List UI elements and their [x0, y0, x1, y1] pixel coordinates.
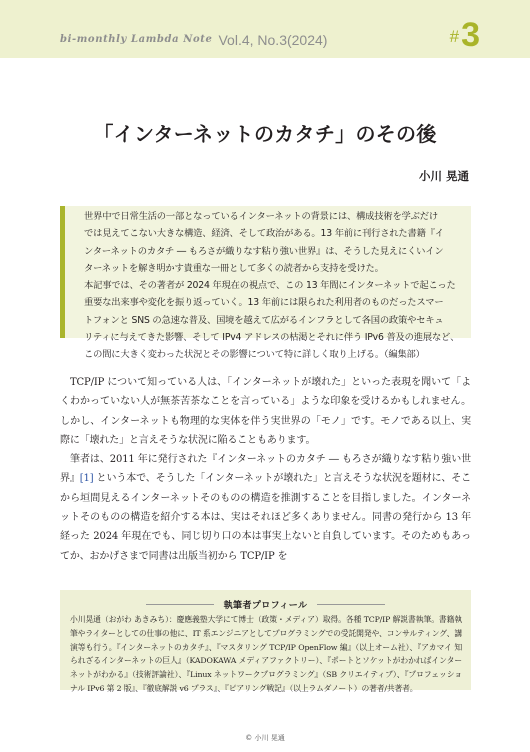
lead-line: では見えてこない大きな構造、経済、そして政治がある。13 年前に刊行された書籍『イ [84, 228, 444, 240]
lead-line: リティに与えてきた影響、そして IPv4 アドレスの枯渇とそれに伴う IPv6 普及の進展など、 [84, 332, 460, 344]
author-profile-heading: 執筆者プロフィール [223, 600, 308, 611]
lead-accent-bar [60, 206, 65, 338]
body-line: 強い世界』 [60, 454, 471, 485]
profile-line: 戦記』（以上ラムダノート）の著者/共著者。 [266, 683, 418, 693]
body-line: て「よくわかっていない人が無茶苦茶なことを言っている」ような印象を受けるかも [60, 377, 471, 408]
body-line: しれません。しかし、インターネットも物理的な実体を伴う実世界の「モノ」です。 [60, 396, 472, 427]
lead-line: ンターネットのカタチ ― もろさが織りなす粘り強い世界』は、そうした見えにくいイン [84, 245, 444, 257]
profile-line: ミング』（SB クリエイティブ）、『プロフェッショナル IPv6 第 2 版』、『徹底解説 v6 プラス』、『ピアリング [70, 670, 462, 693]
profile-line: 小川晃通（おがわ あきみち）：慶應義塾大学にて博士（政策・メディア）取得。各種 TCP/IP 解説書執 [70, 615, 424, 624]
footer-copyright: © 小川 晃通 [245, 734, 285, 742]
lead-line: この間に大きく変わった状況とその影響について特に詳しく取り上げる。（編集部） [84, 349, 425, 361]
running-header [60, 12, 480, 52]
lead-line: 本記事では、その著者が 2024 年現在の視点で、この 13 年間にインターネットで起こった [84, 280, 456, 292]
body-line: 筆者は、2011 年に発行された『インターネットのカタチ ― もろさが織りなす粘り [70, 454, 442, 466]
body-line: という本で、そうした「インターネットが壊れた」と言えそうな状況 [93, 473, 402, 485]
lead-line: ターネットを解き明かす貴重な一冊として多くの読者から支持を受けた。 [84, 262, 384, 274]
body-paragraph-2 [60, 450, 471, 566]
profile-line: （以上オーム社）、『アカマイ 知られざるインターネットの巨人』（KADOKAWA メディアファクトリー）、 [70, 642, 462, 666]
body-line: モノである以上、実際に「壊れた」と言えそうな状況に陥ることもあります。 [60, 415, 471, 446]
article-body [60, 373, 471, 566]
body-line: を題材に、そこから垣間見えるインターネットそのものの構造を推測することを目指 [60, 473, 472, 504]
lead-line: トフォンと SNS の急速な普及、国境を越えて広がるインフラとして各国の政策やセキュ [84, 314, 444, 326]
issue-badge [450, 18, 480, 52]
citation-link[interactable]: [1] [79, 473, 94, 485]
issue-hash: # [449, 27, 460, 46]
issue-number: 3 [461, 16, 480, 54]
body-paragraph-1 [60, 373, 471, 450]
heading-rule-right [317, 604, 385, 605]
body-line: しました。インターネットそのものの構造を紹介する本は、実はそれほど多くありま [60, 492, 472, 524]
lead-line: 重要な出来事や変化を振り返っていく。13 年前には限られた利用者のものだったスマー [84, 297, 444, 309]
lead-text [84, 208, 466, 364]
body-line: 自負しています。そのためもあってか、おかげさまで同書は出版当初から TCP/IP を [60, 531, 471, 562]
volume-number: Vol.4, No.3(2024) [218, 32, 328, 48]
body-line: せん。同書の発行から 13 年経った 2024 年現在でも、同じ切り口の本は事実上ないと [60, 512, 471, 543]
author-profile-text [70, 613, 462, 696]
profile-line: 『ポートとソケットがわかればインターネットがわかる』（技術評論社）、『Linux ネットワークプログラ [70, 656, 462, 680]
author-profile-heading-row [60, 598, 471, 610]
profile-line: コンサルティング、講演等も行う。『インターネットのカタチ』、『マスタリング TCP/IP OpenFlow 編』 [70, 628, 462, 652]
article-author: 小川 晃通 [418, 169, 469, 183]
magazine-series-name: bi-monthly Lambda Note [60, 34, 213, 45]
profile-line: 筆。書籍執筆やライターとしての仕事の他に、IT 系エンジニアとしてプログラミングでの受託開発や、 [70, 615, 463, 638]
body-line: TCP/IP について知っている人は、「インターネットが壊れた」といった表現を聞い [70, 377, 442, 388]
lead-line: 世界中で日常生活の一部となっているインターネットの背景には、構成技術を学ぶだけ [84, 211, 438, 222]
article-title: 「インターネットのカタチ」のその後 [93, 122, 437, 146]
heading-rule-left [146, 604, 214, 605]
